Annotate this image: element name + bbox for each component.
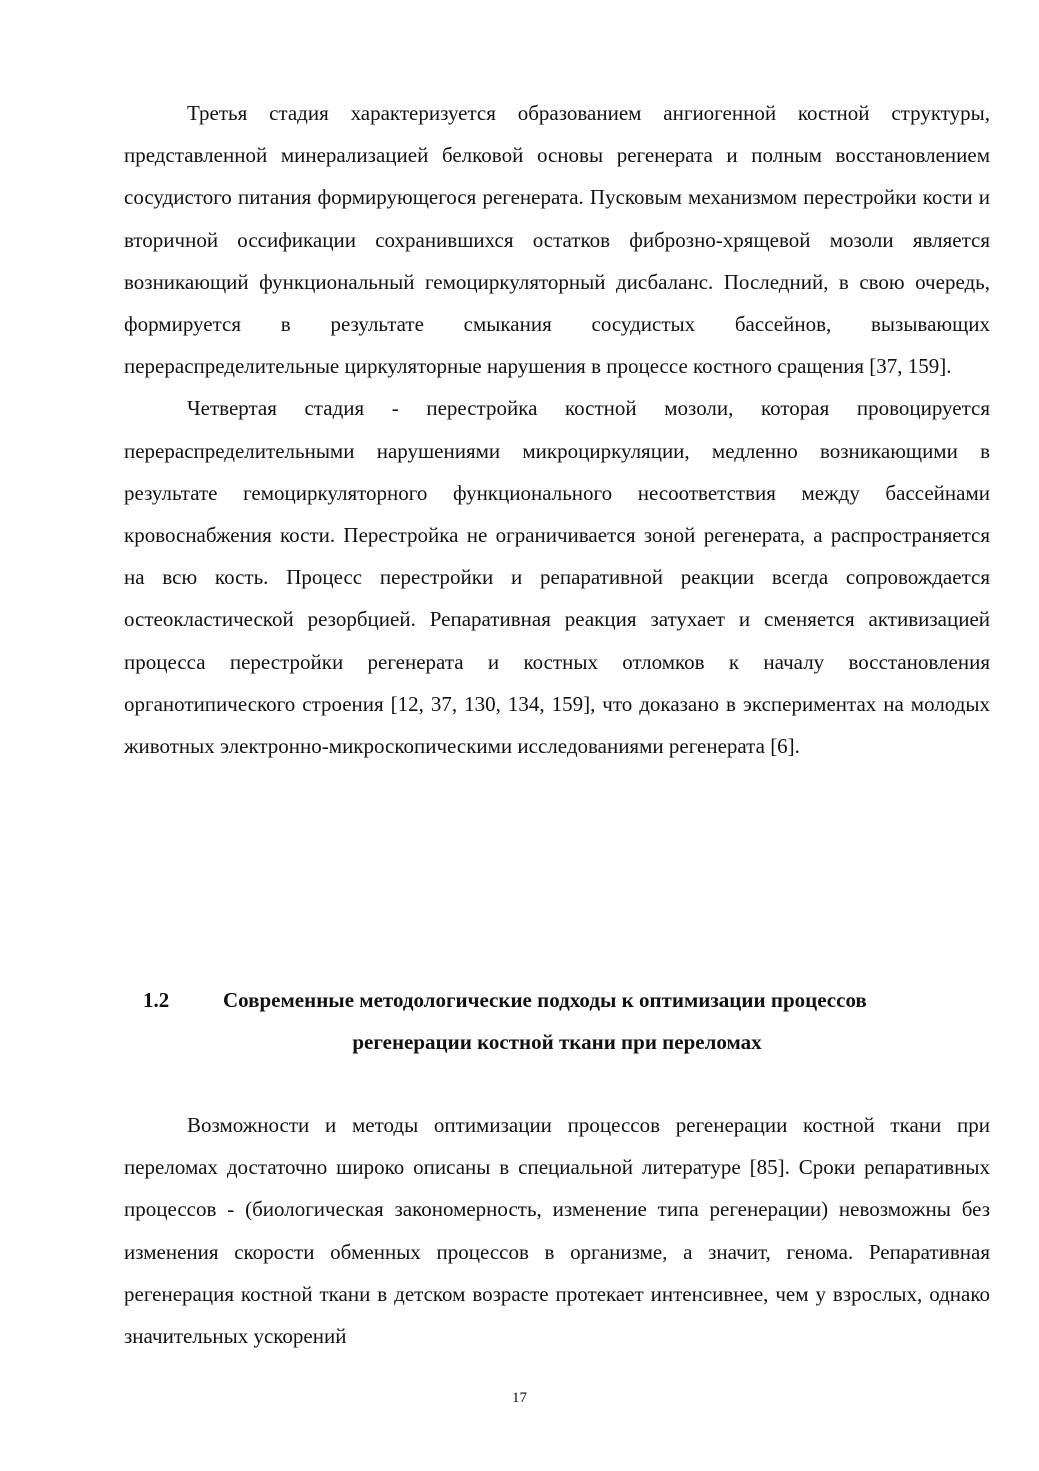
paragraph-third-stage: Третья стадия характеризуется образованием ангиогенной костной структуры, представленной минерализацией белковой основы регенерата и полным восстановлением сосудистого питания формирующегося регенерата. Пусковым механизмом перестройки кости и вторичной оссификации сохранившихся остатков фиброзно-хрящевой мозоли является возникающий функциональный гемоциркуляторный дисбаланс. Последний, в свою очередь, формируется в результате смыкания сосудистых бассейнов, вызывающих перераспределительные циркуляторные нарушения в процессе костного сращения [37, 159]. xyxy=(124,101,990,379)
page-number: 17 xyxy=(512,1390,527,1406)
paragraph-fourth-stage: Четвертая стадия - перестройка костной мозоли, которая провоцируется перераспределительными нарушениями микроциркуляции, медленно возникающими в результате гемоциркуляторного функционального несоответствия между бассейнами кровоснабжения кости. Перестройка не ограничивается зоной регенерата, а распространяется на всю кость. Процесс перестройки и репаративной реакции всегда сопровождается остеокластической резорбцией. Репаративная реакция затухает и сменяется активизацией процесса перестройки регенерата и костных отломков к началу восстановления органотипического строения [12, 37, 130, 134, 159], что доказано в экспериментах на молодых животных электронно-микроскопическими исследованиями регенерата [6]. xyxy=(124,396,990,759)
section-number: 1.2 xyxy=(143,988,170,1012)
section-title-line-2: регенерации костной ткани при переломах xyxy=(352,1030,762,1054)
section-heading-line-1 xyxy=(124,979,990,1021)
text-block-lower xyxy=(124,1104,990,1357)
text-block-upper xyxy=(124,92,990,767)
section-heading xyxy=(124,979,990,1063)
section-title-line-1: Современные методологические подходы к оптимизации процессов xyxy=(223,988,867,1012)
paragraph-optimization-methods: Возможности и методы оптимизации процессов регенерации костной ткани при переломах достаточно широко описаны в специальной литературе [85]. Сроки репаративных процессов - (биологическая закономерность, изменение типа регенерации) невозможны без изменения скорости обменных процессов в организме, а значит, генома. Репаративная регенерация костной ткани в детском возрасте протекает интенсивнее, чем у взрослых, однако значительных ускорений xyxy=(124,1113,990,1349)
